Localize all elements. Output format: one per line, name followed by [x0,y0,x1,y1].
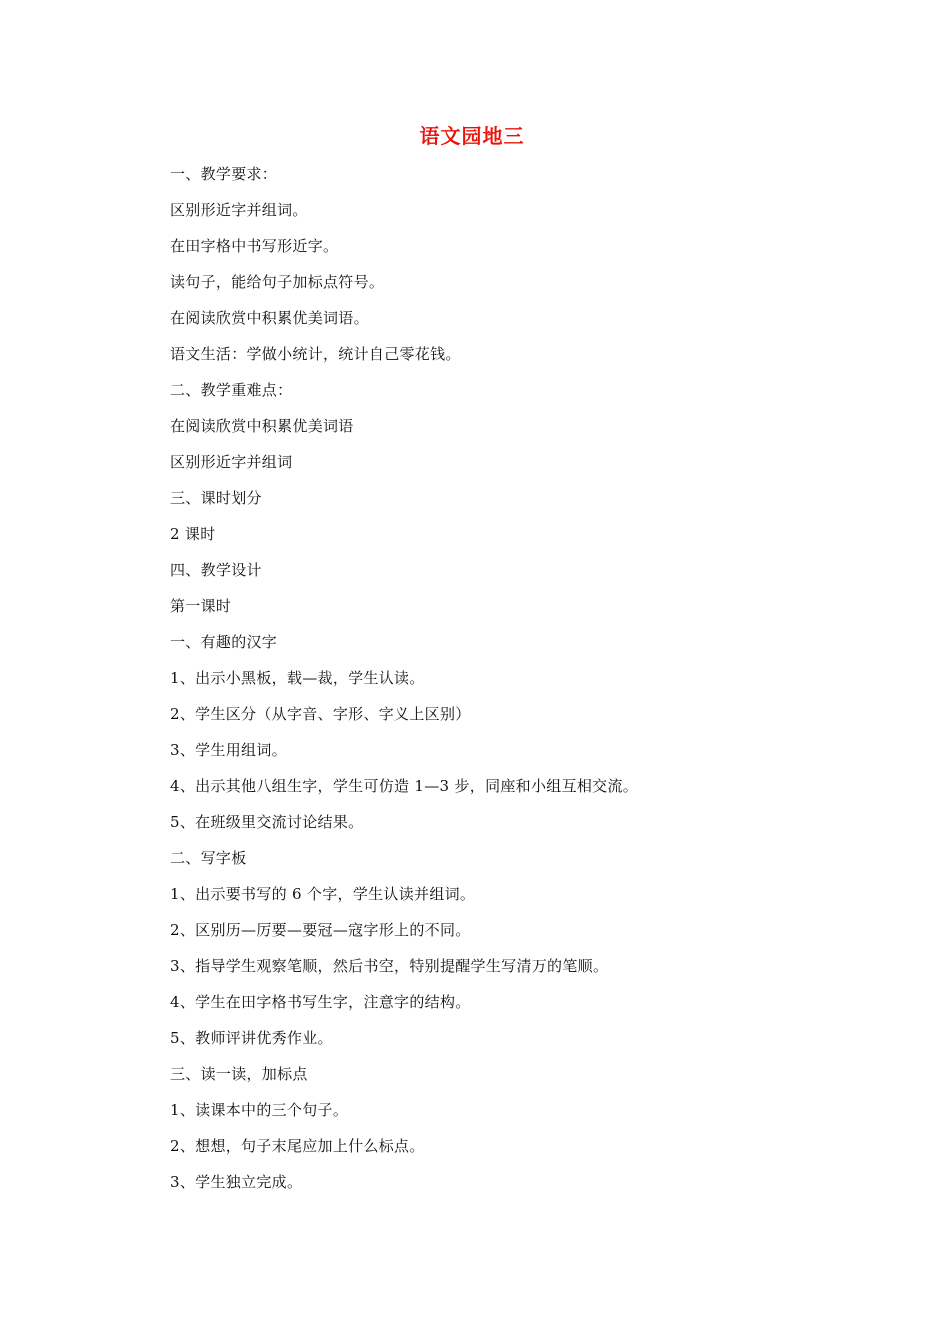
text-line: 3、学生独立完成。 [170,1173,303,1191]
text-line: 读句子，能给句子加标点符号。 [170,273,385,291]
text-line: 1、读课本中的三个句子。 [170,1101,349,1119]
text-line: 4、出示其他八组生字，学生可仿造 1—3 步，同座和小组互相交流。 [170,777,639,795]
text-line: 3、学生用组词。 [170,741,287,759]
document-body [170,161,810,1205]
text-line: 二、写字板 [170,849,247,867]
text-line: 四、教学设计 [170,561,262,579]
text-line: 2、区别历—厉要—要冠—寇字形上的不同。 [170,921,471,939]
text-line: 1、出示小黑板，载—裁，学生认读。 [170,669,425,687]
text-line: 二、教学重难点： [170,381,293,399]
text-line: 5、教师评讲优秀作业。 [170,1029,333,1047]
text-line: 在阅读欣赏中积累优美词语 [170,417,354,435]
text-line: 一、有趣的汉字 [170,633,278,651]
text-line: 区别形近字并组词。 [170,201,308,219]
text-line: 5、在班级里交流讨论结果。 [170,813,364,831]
text-line: 语文生活：学做小统计，统计自己零花钱。 [170,345,461,363]
text-line: 在田字格中书写形近字。 [170,237,339,255]
text-line: 2、学生区分（从字音、字形、字义上区别） [170,705,471,723]
text-line: 三、读一读，加标点 [170,1065,308,1083]
document-title: 语文园地三 [419,124,525,148]
text-line: 4、学生在田字格书写生字，注意字的结构。 [170,993,471,1011]
text-line: 三、课时划分 [170,489,262,507]
text-line: 一、教学要求： [170,165,278,183]
text-line: 1、出示要书写的 6 个字，学生认读并组词。 [170,885,476,903]
text-line: 3、指导学生观察笔顺，然后书空，特别提醒学生写清万的笔顺。 [170,957,609,975]
text-line: 2 课时 [170,525,216,543]
text-line: 第一课时 [170,597,232,615]
text-line: 区别形近字并组词 [170,453,293,471]
text-line: 2、想想，句子末尾应加上什么标点。 [170,1137,425,1155]
text-line: 在阅读欣赏中积累优美词语。 [170,309,369,327]
